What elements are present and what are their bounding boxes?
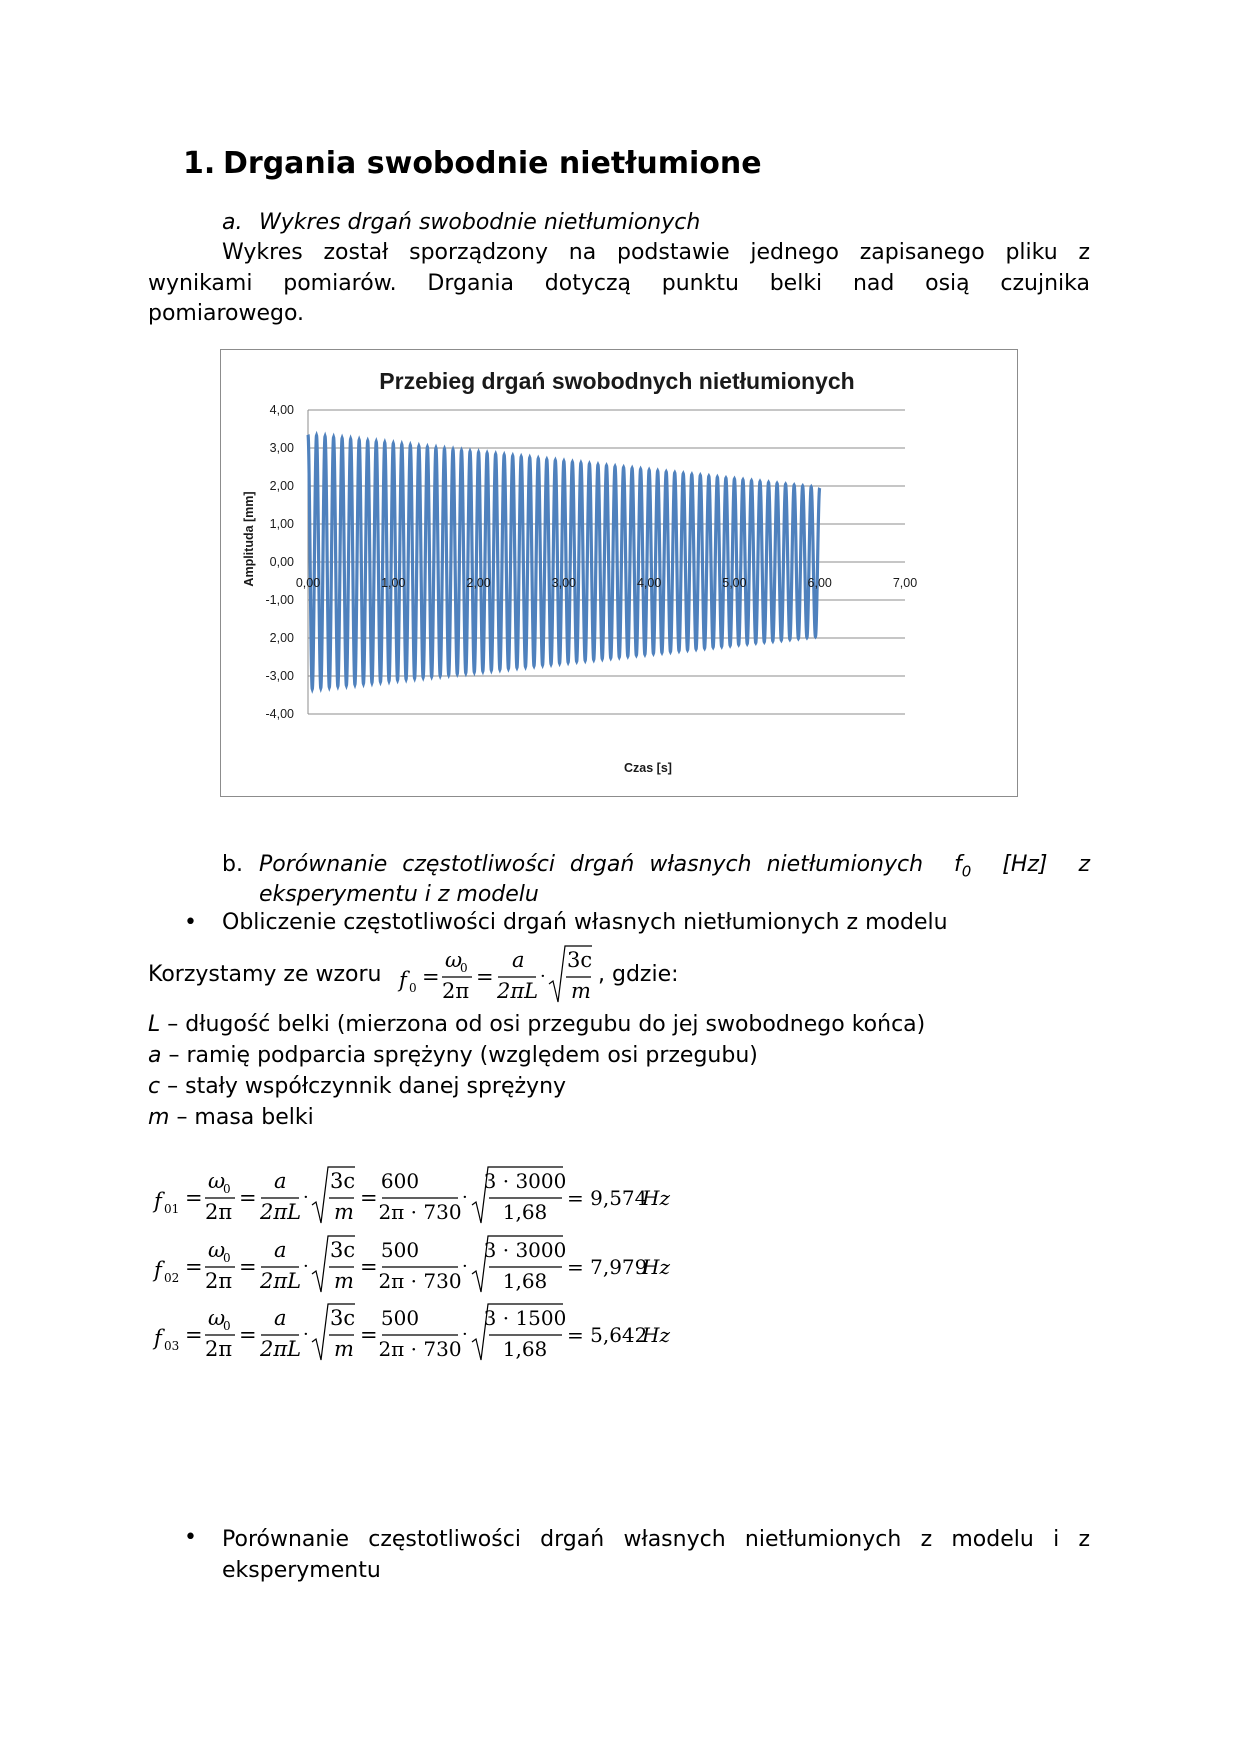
calc-3c: 3c	[330, 1169, 356, 1193]
calc-equals: =	[239, 1255, 257, 1279]
oscillation-chart	[221, 350, 1017, 796]
x-axis-label: Czas [s]	[624, 761, 672, 775]
formula-intro-after: , gdzie:	[598, 962, 679, 987]
formula-dot: ·	[540, 966, 546, 987]
x-tick-label: 2,00	[466, 576, 491, 590]
calc-dot: ·	[462, 1256, 468, 1277]
subsection-b-title	[222, 852, 259, 877]
chart-title: Przebieg drgań swobodnych nietłumionych	[379, 368, 855, 394]
calc-c-value: 3 · 3000	[483, 1238, 567, 1262]
calc-c-value: 3 · 1500	[483, 1306, 567, 1330]
calc-omega-sub: 0	[223, 1182, 231, 1196]
calc-dot: ·	[462, 1187, 468, 1208]
x-tick-label: 6,00	[807, 576, 832, 590]
calc-unit: Hz	[642, 1255, 670, 1279]
calc-c-value: 3 · 3000	[483, 1169, 567, 1193]
subsection-b-title-line2: eksperymentu i z modelu	[259, 882, 539, 907]
definition-text: – ramię podparcia sprężyny (względem osi przegubu)	[168, 1043, 758, 1068]
formula-f: f	[399, 968, 407, 992]
calc-f: f	[154, 1189, 162, 1213]
formula-2pi: 2π	[442, 979, 470, 1003]
calc-equals: =	[185, 1186, 203, 1210]
calc-result: = 9,574	[567, 1186, 648, 1210]
subsection-a-paragraph	[148, 238, 1090, 330]
calc-omega: ω	[208, 1306, 226, 1330]
y-tick-label: 4,00	[269, 403, 294, 417]
calc-2piL: 2πL	[260, 1337, 302, 1361]
definition-symbol: m	[148, 1105, 170, 1130]
subsection-a-title	[222, 210, 700, 235]
y-tick-label: 1,00	[269, 517, 294, 531]
y-axis-tick-labels	[266, 403, 295, 721]
calc-2pi: 2π	[205, 1200, 233, 1224]
bullet2-line: Porównanie częstotliwości drgań własnych nietłumionych z modelu i z	[222, 1527, 1090, 1552]
calc-m-value: 1,68	[502, 1337, 548, 1361]
subsection-b-letter: b.	[222, 852, 243, 877]
chart-frame	[220, 349, 1018, 797]
x-tick-label: 7,00	[892, 576, 918, 590]
calculation-row	[150, 1163, 690, 1229]
calc-a: a	[274, 1238, 287, 1262]
calc-omega: ω	[208, 1169, 226, 1193]
calc-equals: =	[360, 1323, 378, 1347]
definition-line	[148, 1105, 314, 1130]
x-tick-label: 1,00	[381, 576, 406, 590]
x-tick-label: 3,00	[551, 576, 577, 590]
calc-unit: Hz	[642, 1323, 670, 1347]
bullet-icon: •	[184, 1525, 197, 1550]
subsection-b-text: Porównanie częstotliwości drgań własnych nietłumionych	[259, 852, 924, 877]
calc-denominator-value: 2π · 730	[378, 1269, 462, 1293]
calc-omega-sub: 0	[223, 1251, 231, 1265]
definition-text: – masa belki	[176, 1105, 314, 1130]
calc-a: a	[274, 1169, 287, 1193]
calc-2pi: 2π	[205, 1337, 233, 1361]
formula-omega-sub: 0	[460, 961, 468, 975]
formula-equals: =	[422, 965, 440, 989]
definition-line	[148, 1074, 566, 1099]
calc-m-value: 1,68	[502, 1200, 548, 1224]
calc-equals: =	[360, 1186, 378, 1210]
calc-f-sub: 02	[164, 1271, 180, 1285]
calc-m: m	[334, 1269, 354, 1293]
y-tick-label: -3,00	[265, 669, 294, 683]
subsection-b-title-line1	[259, 852, 1090, 880]
heading-title: Drgania swobodnie nietłumione	[223, 146, 762, 181]
subsection-a-text: Wykres drgań swobodnie nietłumionych	[259, 210, 701, 235]
calc-a-value: 500	[380, 1306, 420, 1330]
subsection-b-tail: z	[1078, 852, 1090, 877]
definition-text: – długość belki (mierzona od osi przegubu do jej swobodnego końca)	[167, 1012, 926, 1037]
calc-f-sub: 03	[164, 1339, 180, 1353]
heading-number: 1.	[183, 146, 216, 181]
calc-m: m	[334, 1200, 354, 1224]
calc-equals: =	[239, 1186, 257, 1210]
paragraph-line: pomiarowego.	[148, 301, 305, 326]
definition-symbol: a	[148, 1043, 162, 1068]
formula-3c: 3c	[567, 948, 593, 972]
calc-result: = 7,979	[567, 1255, 648, 1279]
definition-symbol: L	[148, 1012, 161, 1037]
calc-omega-sub: 0	[223, 1319, 231, 1333]
section-heading	[183, 146, 762, 181]
calc-3c: 3c	[330, 1238, 356, 1262]
calc-dot: ·	[303, 1187, 309, 1208]
formula-intro-before: Korzystamy ze wzoru	[148, 962, 382, 987]
calc-equals: =	[360, 1255, 378, 1279]
definition-line	[148, 1043, 758, 1068]
calc-f: f	[154, 1326, 162, 1350]
x-tick-label: 5,00	[722, 576, 747, 590]
bullet2-line: eksperymentu	[222, 1557, 381, 1583]
subsection-b-symbol-group	[954, 852, 971, 880]
paragraph-line: Wykres został sporządzony na podstawie jednego zapisanego pliku z	[222, 240, 1090, 265]
paragraph-line: wynikami pomiarów. Drgania dotyczą punktu belki nad osią czujnika	[148, 270, 1090, 296]
definition-symbol: c	[148, 1074, 161, 1099]
calculation-row	[150, 1300, 690, 1366]
calc-f-sub: 01	[164, 1202, 180, 1216]
bullet2-text	[222, 1525, 1090, 1586]
calc-equals: =	[239, 1323, 257, 1347]
y-tick-label: 3,00	[269, 441, 294, 455]
formula-m: m	[571, 979, 591, 1003]
formula-omega: ω	[445, 948, 463, 972]
calc-f: f	[154, 1258, 162, 1282]
general-formula	[395, 942, 595, 1008]
calc-unit: Hz	[642, 1186, 670, 1210]
y-tick-label: 0,00	[269, 555, 294, 569]
subsection-a-letter: a.	[222, 210, 243, 235]
calc-denominator-value: 2π · 730	[378, 1200, 462, 1224]
bullet-icon: •	[184, 910, 197, 935]
calc-result: = 5,642	[567, 1323, 648, 1347]
subsection-b-unit: [Hz]	[1002, 852, 1048, 877]
x-tick-label: 4,00	[636, 576, 662, 590]
definition-text: – stały współczynnik danej sprężyny	[167, 1074, 567, 1099]
x-tick-label: 0,00	[295, 576, 321, 590]
y-axis-label: Amplituda [mm]	[242, 491, 256, 587]
calc-omega: ω	[208, 1238, 226, 1262]
calc-a: a	[274, 1306, 287, 1330]
calc-a-value: 500	[380, 1238, 420, 1262]
y-tick-label: -4,00	[265, 707, 294, 721]
bullet-text: Obliczenie częstotliwości drgań własnych nietłumionych z modelu	[222, 910, 948, 935]
calc-dot: ·	[303, 1324, 309, 1345]
calc-dot: ·	[462, 1324, 468, 1345]
y-tick-label: 2,00	[269, 631, 294, 645]
calc-3c: 3c	[330, 1306, 356, 1330]
calc-2pi: 2π	[205, 1269, 233, 1293]
calc-denominator-value: 2π · 730	[378, 1337, 462, 1361]
calculation-row	[150, 1232, 690, 1298]
formula-a: a	[512, 948, 525, 972]
y-tick-label: 2,00	[269, 479, 294, 493]
definition-line	[148, 1012, 925, 1037]
calc-2piL: 2πL	[260, 1200, 302, 1224]
formula-f-sub: 0	[409, 981, 417, 995]
calc-dot: ·	[303, 1256, 309, 1277]
calc-2piL: 2πL	[260, 1269, 302, 1293]
frequency-symbol: f	[954, 852, 962, 877]
y-tick-label: -1,00	[265, 593, 294, 607]
calc-a-value: 600	[380, 1169, 420, 1193]
frequency-symbol-sub: 0	[961, 862, 972, 881]
formula-equals: =	[476, 965, 494, 989]
calc-equals: =	[185, 1323, 203, 1347]
calc-m: m	[334, 1337, 354, 1361]
calc-equals: =	[185, 1255, 203, 1279]
calc-m-value: 1,68	[502, 1269, 548, 1293]
formula-2piL: 2πL	[497, 979, 539, 1003]
